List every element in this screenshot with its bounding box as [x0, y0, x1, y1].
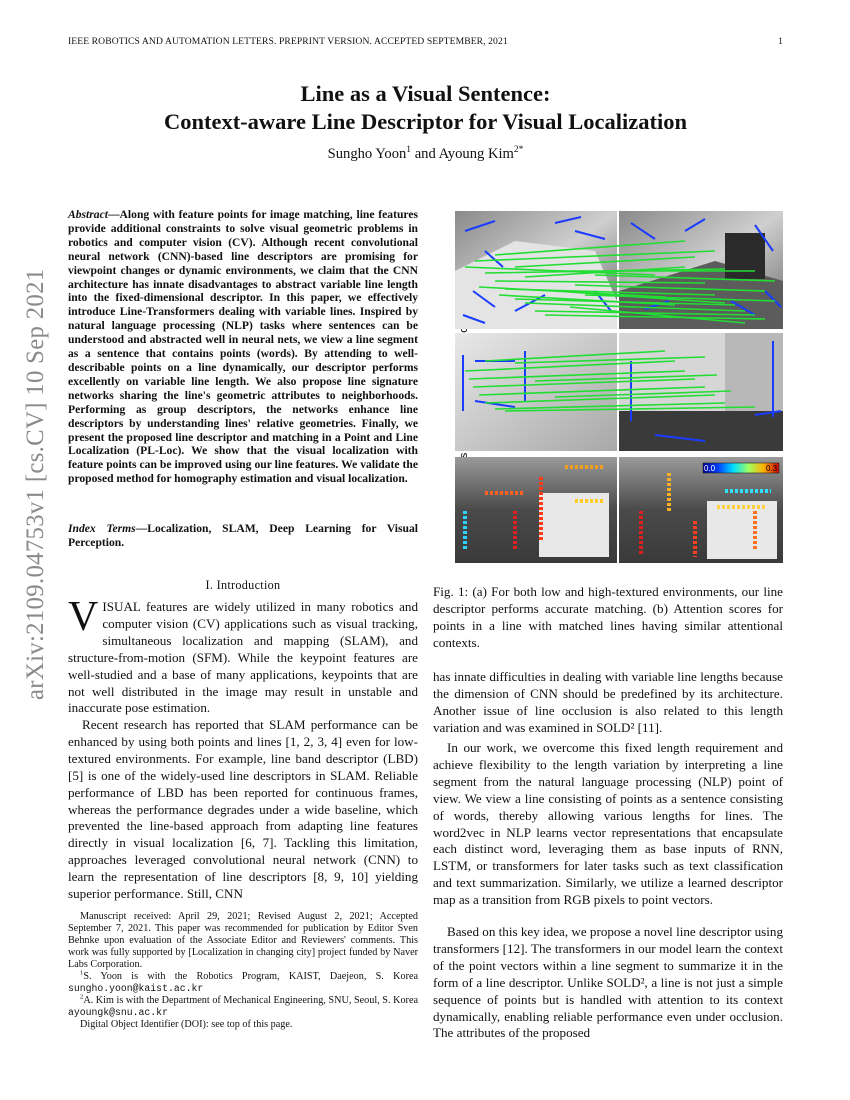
author-1: Sungho Yoon: [327, 146, 407, 162]
email-author-1[interactable]: sungho.yoon@kaist.ac.kr: [68, 983, 204, 994]
running-title: IEEE ROBOTICS AND AUTOMATION LETTERS. PREPRINT VERSION. ACCEPTED SEPTEMBER, 2021: [68, 36, 508, 47]
authors: [68, 146, 783, 163]
panel-kitchen-pair: [455, 457, 783, 563]
abstract-text: —Along with feature points for image matching, line features provide additional constraints to solve visual geometric problems in robotics and computer vision (CV). Although recent convolutional neural network (CNN)-based line descriptors are promising for viewpoint changes or dynamic environments, we claim that the CNN architecture has innate disadvantages to abstract variable line length into the fixed-dimensional descriptor. In this paper, we effectively introduce Line-Transformers dealing with variable lines. Inspired by natural language processing (NLP) tasks where sentences can be understood and abstracted well in neural nets, we view a line segment as a sentence that contains points (words). By attending to well-describable points on a line dynamically, our descriptor performs excellently on variable line length. We also propose line signature networks sharing the line's geometric attributes to neighborhoods. Performing as group descriptors, the networks enhance line descriptors by understanding lines' relative geometries. Finally, we present the proposed line descriptor and matching in a Point and Line Localization (PL-Loc). We show that the visual localization with feature points can be improved using our line features. We validate the proposed method for homography estimation and visual localization.: [68, 208, 418, 486]
panel-bedroom-pair: [455, 211, 783, 329]
footnote-author-2: $^2$A. Kim is with the Department of Mechanical Engineering, SNU, Seoul, S. Korea ayoungk@snu.ac.kr: [68, 993, 418, 1018]
email-author-2[interactable]: ayoungk@snu.ac.kr: [68, 1007, 168, 1018]
footnote-doi: Digital Object Identifier (DOI): see top of this page.: [80, 1019, 293, 1030]
index-terms: [68, 522, 418, 550]
authors-and: and: [411, 146, 439, 162]
intro-paragraph-1: [68, 594, 418, 717]
panel-wall-pair: [455, 333, 783, 451]
abstract-label: Abstract: [68, 208, 108, 221]
arxiv-stamp-text: arXiv:2109.04753v1 [cs.CV] 10 Sep 2021: [22, 268, 49, 700]
figure-1: [455, 211, 783, 563]
caption-text: Fig. 1: (a) For both low and high-textured environments, our line descriptor performs accurate matching. (b) Attention scores for points in a line with matched lines having similar attentional contexts.: [433, 584, 783, 650]
footnotes: [68, 911, 418, 1031]
intro-paragraph-2: [68, 717, 418, 903]
right-p1-text: has innate difficulties in dealing with variable line lengths because the dimension of CNN should be predefined by its architecture. Another issue of line occlusion is also related to this length variation and was examined in SOLD² [11].: [433, 669, 783, 735]
paper-title: [68, 80, 783, 136]
author-2: Ayoung Kim: [438, 146, 514, 162]
footnote-author-1: $^1$S. Yoon is with the Robotics Program, KAIST, Daejeon, S. Korea sungho.yoon@kaist.ac.kr: [68, 969, 418, 994]
title-line-2: Context-aware Line Descriptor for Visual Localization: [163, 109, 688, 134]
right-p2-text: In our work, we overcome this fixed length requirement and achieve flexibility to the length variation by interpreting a line segment from the natural language processing (NLP) point of view. We view a line consisting of points as a sentence consisting of words, thereby allowing various lengths for lines. The word2vec in NLP learns vector representations that encapsulate each distinct word, leveraging them as base inputs of RNN, LSTM, or transformers for later tasks such as text classification and text summarization. Similarly, we utilize a learned descriptor map as a transition from RGB pixels to point vectors.: [433, 740, 783, 908]
running-header: [68, 36, 783, 47]
index-terms-label: Index Terms: [68, 522, 136, 535]
right-paragraph-2: [433, 740, 783, 909]
arxiv-stamp: [2, 240, 49, 700]
colorbar-max: 0.3: [766, 464, 778, 473]
page-number: 1: [778, 36, 783, 47]
footnote-manuscript: Manuscript received: April 29, 2021; Revised August 2, 2021; Accepted September 7, 2021. This paper was recommended for publication by Editor Sven Behnke upon evaluation of the Associate Editor and Reviewers' comments. This work was fully supported by [Localization in changing city] project funded by Naver Labs Corporation.: [68, 911, 418, 970]
author-2-affil: 2*: [513, 145, 524, 156]
index-terms-text: —Localization, SLAM, Deep Learning for Visual Perception.: [68, 522, 418, 549]
intro-p2-text: Recent research has reported that SLAM performance can be enhanced by using both points and lines [1, 2, 3, 4] even for low-textured environments. For example, line band descriptor (LBD) [5] is one of the widely-used line descriptors in SLAM. Reliable performance of LBD has been reported for continuous frames, whereas the performance degrades under a wide baseline, which prevented the line-based approach from adapting line features directly in visual localization [6, 7]. Tackling this limitation, approaches leveraged convolutional neural network (CNN) to learn the representation of line descriptors [8, 9, 10] yielding superior performance. Still, CNN: [68, 717, 418, 902]
right-paragraph-1: [433, 669, 783, 737]
abstract: [68, 208, 418, 486]
dropcap: V: [68, 594, 99, 640]
intro-p1-text: ISUAL features are widely utilized in many robotics and computer vision (CV) applications such as visual tracking, simultaneous localization and mapping (SLAM), and structure-from-motion (SFM). While the keypoint features are well-studied and a base of many applications, keypoints that are not well distributed in the image may result in unstable and inaccurate pose estimation.: [68, 599, 418, 716]
title-line-1: Line as a Visual Sentence:: [300, 81, 551, 106]
author-1-affil: 1: [406, 145, 412, 156]
figure-caption: [433, 584, 783, 652]
right-p3-text: Based on this key idea, we propose a novel line descriptor using transformers [12]. The transformers in our model learn the context of the point vectors within a line segment to summarize it in the form of a line descriptor. Unlike SOLD², a line is not just a simple sequence of points but is handled with attention to its context dynamically, enabling reliable performance even under occlusion. The attributes of the proposed: [433, 924, 783, 1041]
right-paragraph-3: [433, 924, 783, 1042]
section-heading-introduction: I. Introduction: [205, 578, 281, 592]
colorbar-min: 0.0: [704, 464, 716, 473]
